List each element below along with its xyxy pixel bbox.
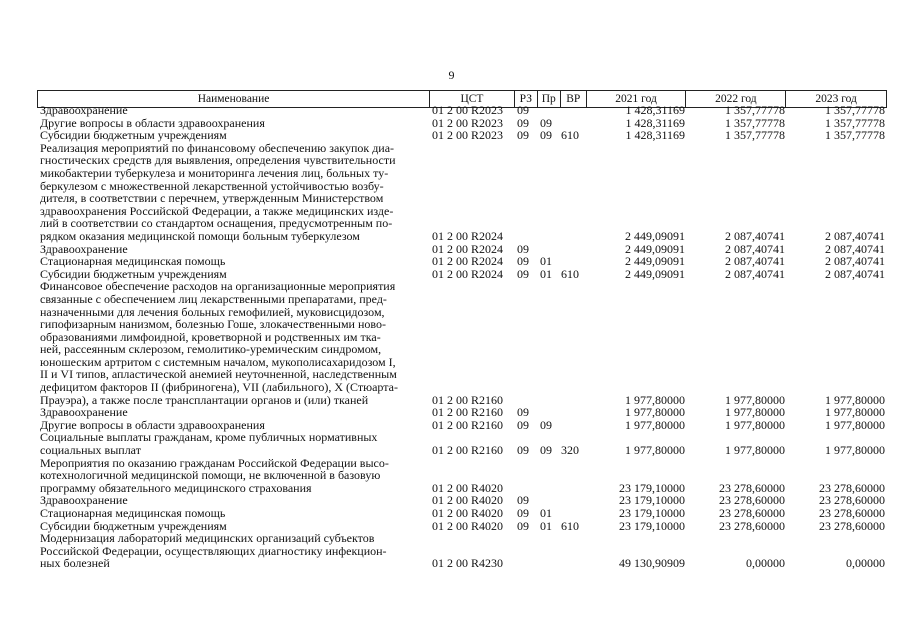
row-cst: 01 2 00 R4020 [432, 493, 504, 508]
row-rz: 09 [517, 493, 529, 508]
row-2022: 2 087,40741 [725, 254, 785, 269]
row-name-line: котехнологичной медицинской помощи, не включенной в базовую [40, 468, 381, 483]
row-pr: 09 [540, 115, 552, 130]
row-2023: 2 087,40741 [825, 266, 885, 281]
table-row [37, 129, 887, 142]
header-rz: РЗ [515, 91, 538, 107]
row-cst: 01 2 00 R2023 [432, 103, 504, 117]
row-name-line: Здравоохранение [40, 493, 128, 508]
row-2023: 23 278,60000 [819, 480, 885, 495]
row-rz: 09 [517, 115, 529, 130]
row-2023: 1 357,77778 [825, 103, 885, 117]
row-name [37, 129, 430, 142]
row-name-line: II и VI типов, апластической анемией неуточненной, наследственным [40, 367, 397, 382]
row-2022: 23 278,60000 [719, 506, 785, 520]
row-name [37, 255, 430, 268]
row-name-line: Другие вопросы в области здравоохранения [40, 115, 265, 130]
row-pr: 09 [540, 417, 552, 432]
row-2021: 1 977,80000 [625, 443, 685, 458]
table-row [37, 280, 887, 406]
row-2023: 2 087,40741 [825, 241, 885, 256]
row-name-line: рядком оказания медицинской помощи больным туберкулезом [40, 228, 360, 243]
row-2023: 1 977,80000 [825, 392, 885, 407]
row-2021: 2 449,09091 [625, 228, 685, 243]
table-row [37, 507, 887, 520]
row-cst: 01 2 00 R2024 [432, 241, 504, 256]
row-cst: 01 2 00 R4020 [432, 506, 504, 520]
row-2023: 0,00000 [846, 556, 885, 571]
row-vr: 610 [561, 518, 579, 533]
row-rz: 09 [517, 518, 529, 533]
row-2022: 1 977,80000 [725, 417, 785, 432]
row-name-line: Здравоохранение [40, 103, 128, 117]
row-2021: 49 130,90909 [619, 556, 685, 571]
row-pr: 01 [540, 266, 552, 281]
row-vr: 610 [561, 128, 579, 143]
row-rz: 09 [517, 417, 529, 432]
row-2021: 23 179,10000 [619, 518, 685, 533]
page-number: 9 [448, 68, 455, 82]
row-name [37, 431, 430, 456]
row-2022: 1 357,77778 [725, 115, 785, 130]
row-2021: 23 179,10000 [619, 506, 685, 520]
row-name-line: гностических средств для выявления, определения чувствительности [40, 153, 396, 168]
row-name-line: Другие вопросы в области здравоохранения [40, 417, 265, 432]
row-cst: 01 2 00 R2024 [432, 228, 504, 243]
row-cst: 01 2 00 R2160 [432, 405, 504, 420]
row-cst: 01 2 00 R2023 [432, 115, 504, 130]
header-pr: Пр [538, 91, 561, 107]
row-name [37, 104, 430, 117]
row-2021: 1 428,31169 [625, 115, 685, 130]
row-2023: 2 087,40741 [825, 254, 885, 269]
row-2022: 1 977,80000 [725, 405, 785, 420]
row-2023: 1 977,80000 [825, 417, 885, 432]
table-row [37, 532, 887, 570]
row-2022: 1 357,77778 [725, 128, 785, 143]
table-row [37, 255, 887, 268]
row-name-line: Субсидии бюджетным учреждениям [40, 518, 227, 533]
row-name-line: дефицитом факторов II (фибриногена), VII (лабильного), X (Стюарта- [40, 380, 398, 395]
row-2022: 23 278,60000 [719, 480, 785, 495]
row-name-line: Социальные выплаты гражданам, кроме публичных нормативных [40, 430, 378, 445]
row-name-line: Стационарная медицинская помощь [40, 506, 226, 520]
row-name-line: здравоохранения Российской Федерации, а также медицинских изде- [40, 203, 394, 218]
row-vr: 320 [561, 443, 579, 458]
row-2023: 1 977,80000 [825, 443, 885, 458]
row-2022: 0,00000 [746, 556, 785, 571]
row-2022: 2 087,40741 [725, 228, 785, 243]
row-name-line: Прауэра), а также после трансплантации органов и (или) тканей [40, 392, 369, 407]
row-name [37, 406, 430, 419]
row-2023: 1 357,77778 [825, 128, 885, 143]
row-2022: 1 977,80000 [725, 443, 785, 458]
row-2021: 1 428,31169 [625, 103, 685, 117]
row-2023: 2 087,40741 [825, 228, 885, 243]
row-2023: 23 278,60000 [819, 493, 885, 508]
row-name [37, 457, 430, 495]
row-rz: 09 [517, 103, 529, 117]
row-name-line: микобактерии туберкулеза и мониторинга лечения лиц, больных ту- [40, 165, 389, 180]
row-pr: 01 [540, 506, 552, 520]
row-name-line: беркулезом с множественной лекарственной устойчивостью возбу- [40, 178, 384, 193]
header-2022: 2022 год [686, 91, 786, 107]
row-name-line: юношеским артритом с системным началом, мукополисахаридозом I, [40, 354, 396, 369]
row-pr: 01 [540, 518, 552, 533]
row-cst: 01 2 00 R2160 [432, 392, 504, 407]
table-row [37, 431, 887, 456]
row-cst: 01 2 00 R2024 [432, 266, 504, 281]
row-name-line: Российской Федерации, осуществляющих диагностику инфекцион- [40, 543, 387, 558]
table-row [37, 142, 887, 243]
row-name [37, 280, 430, 406]
row-name-line: программу обязательного медицинского страхования [40, 480, 312, 495]
row-name-line: ных болезней [40, 556, 110, 571]
row-name-line: гипофизарным нанизмом, болезнью Гоше, злокачественными ново- [40, 317, 386, 332]
table-row [37, 104, 887, 117]
row-name [37, 142, 430, 243]
row-2021: 2 449,09091 [625, 254, 685, 269]
row-rz: 09 [517, 266, 529, 281]
row-2022: 23 278,60000 [719, 493, 785, 508]
header-2021: 2021 год [587, 91, 687, 107]
row-2022: 2 087,40741 [725, 266, 785, 281]
row-name-line: Здравоохранение [40, 405, 128, 420]
row-name-line: ней, рассеянным склерозом, гемолитико-уремическим синдромом, [40, 342, 382, 357]
row-2021: 1 977,80000 [625, 405, 685, 420]
row-2022: 1 977,80000 [725, 392, 785, 407]
row-rz: 09 [517, 443, 529, 458]
row-pr: 01 [540, 254, 552, 269]
row-name-line: Субсидии бюджетным учреждениям [40, 128, 227, 143]
row-name-line: Здравоохранение [40, 241, 128, 256]
row-2021: 2 449,09091 [625, 266, 685, 281]
row-rz: 09 [517, 254, 529, 269]
row-2022: 23 278,60000 [719, 518, 785, 533]
row-2023: 1 977,80000 [825, 405, 885, 420]
row-name-line: дителя, в соответствии с перечнем, утвержденным Министерством [40, 191, 384, 206]
row-pr: 09 [540, 443, 552, 458]
row-name-line: назначенными для лечения больных гемофилией, муковисцидозом, [40, 304, 385, 319]
row-cst: 01 2 00 R2160 [432, 443, 504, 458]
header-name: Наименование [38, 91, 430, 107]
row-vr: 610 [561, 266, 579, 281]
row-rz: 09 [517, 241, 529, 256]
row-name [37, 507, 430, 520]
row-2023: 23 278,60000 [819, 518, 885, 533]
row-name-line: Мероприятия по оказанию гражданам Российской Федерации высо- [40, 455, 389, 470]
row-cst: 01 2 00 R4230 [432, 556, 504, 571]
row-rz: 09 [517, 405, 529, 420]
row-rz: 09 [517, 506, 529, 520]
row-pr: 09 [540, 128, 552, 143]
row-cst: 01 2 00 R2160 [432, 417, 504, 432]
row-2021: 1 977,80000 [625, 392, 685, 407]
row-name-line: Субсидии бюджетным учреждениям [40, 266, 227, 281]
row-cst: 01 2 00 R4020 [432, 480, 504, 495]
table-body [37, 104, 887, 570]
row-cst: 01 2 00 R2023 [432, 128, 504, 143]
header-vr: ВР [561, 91, 587, 107]
row-cst: 01 2 00 R2024 [432, 254, 504, 269]
row-2021: 1 428,31169 [625, 128, 685, 143]
row-2023: 23 278,60000 [819, 506, 885, 520]
row-name-line: Финансовое обеспечение расходов на организационные мероприятия [40, 279, 396, 294]
row-name-line: Стационарная медицинская помощь [40, 254, 226, 269]
row-2021: 23 179,10000 [619, 493, 685, 508]
header-cst: ЦСТ [430, 91, 515, 107]
row-rz: 09 [517, 128, 529, 143]
row-name-line: лий в соответствии со стандартом оснащения, предусмотренным по- [40, 216, 393, 231]
row-2022: 2 087,40741 [725, 241, 785, 256]
row-name [37, 532, 430, 570]
table-row [37, 457, 887, 495]
row-name-line: социальных выплат [40, 443, 141, 458]
row-2021: 2 449,09091 [625, 241, 685, 256]
row-name-line: Реализация мероприятий по финансовому обеспечению закупок диа- [40, 140, 395, 155]
row-name-line: образованиями лимфоидной, кроветворной и родственных им тка- [40, 329, 381, 344]
table-row [37, 406, 887, 419]
header-2023: 2023 год [815, 93, 857, 105]
row-name-line: Модернизация лабораторий медицинских организаций субъектов [40, 531, 375, 546]
row-2021: 1 977,80000 [625, 417, 685, 432]
row-cst: 01 2 00 R4020 [432, 518, 504, 533]
row-2022: 1 357,77778 [725, 103, 785, 117]
row-2023: 1 357,77778 [825, 115, 885, 130]
row-2021: 23 179,10000 [619, 480, 685, 495]
row-name-line: связанные с обеспечением лиц лекарственными препаратами, пред- [40, 291, 387, 306]
